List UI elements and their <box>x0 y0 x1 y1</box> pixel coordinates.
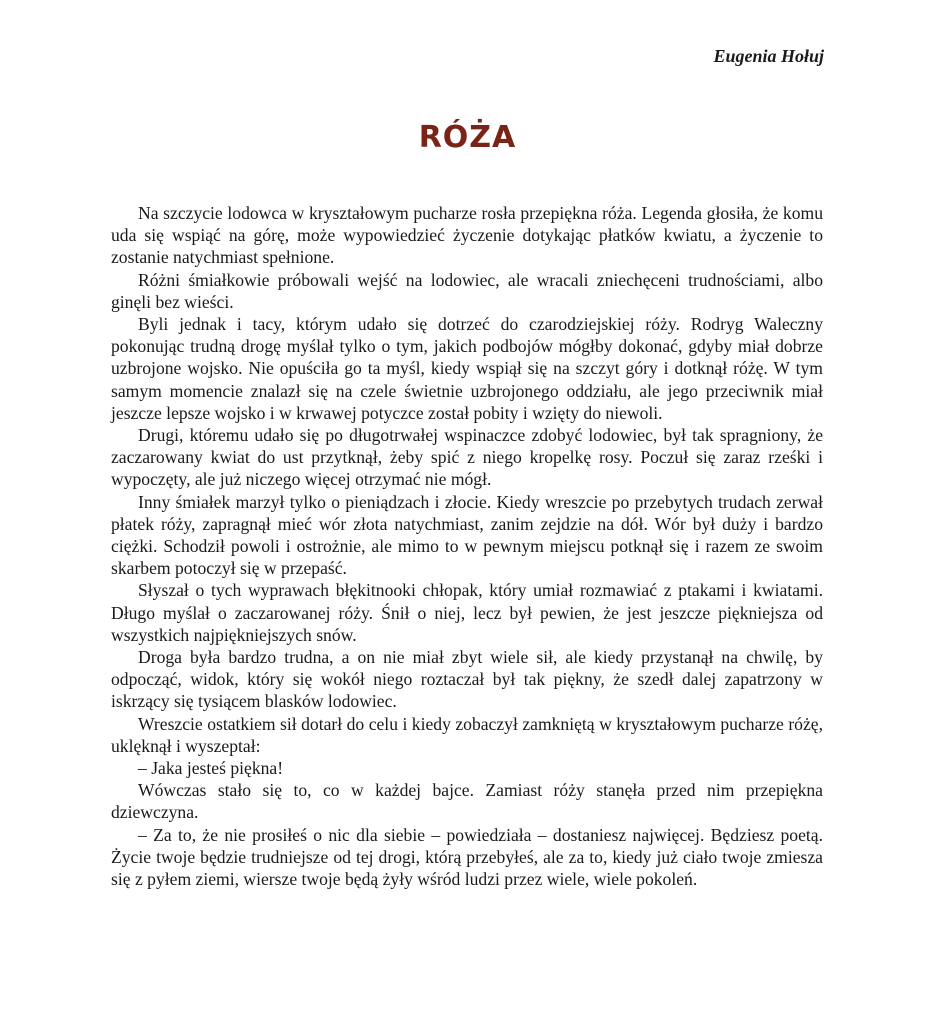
paragraph-9: – Jaka jesteś piękna! <box>138 758 284 779</box>
paragraph-8: Wreszcie ostatkiem sił dotarł do celu i kiedy zobaczył zamkniętą w kryształowym pucharze różę, uklęknął i wyszeptał: <box>111 713 823 756</box>
paragraph-6: Słyszał o tych wyprawach błękitnooki chłopak, który umiał rozmawiać z ptakami i kwiatami. Długo myślał o zaczarowanej róży. Śnił o niej, lecz był pewien, że jest jeszcze piękniejsza od wszystkich najpiękniejszych snów. <box>111 580 823 645</box>
paragraph-5: Inny śmiałek marzył tylko o pieniądzach i złocie. Kiedy wreszcie po przebytych trudach zerwał płatek róży, zapragnął mieć wór złota natychmiast, zanim zejdzie na dół. Wór był duży i bardzo ciężki. Schodził powoli i ostrożnie, ale mimo to w pewnym miejscu potknął się i razem ze swoim skarbem potoczył się w przepaść. <box>111 491 823 579</box>
page-title: RÓŻA <box>418 120 517 155</box>
paragraph-1: Na szczycie lodowca w kryształowym pucharze rosła przepiękna róża. Legenda głosiła, że komu uda się wspiąć na górę, może wypowiedzieć życzenie dotykając płatków kwiatu, a życzenie to zostanie natychmiast spełnione. <box>111 203 823 268</box>
paragraph-11: – Za to, że nie prosiłeś o nic dla siebie – powiedziała – dostaniesz najwięcej. Będziesz poetą. Życie twoje będzie trudniejsze od tej drogi, którą przebyłeś, ale za to, kiedy już ciało twoje zmiesza się z pyłem ziemi, wiersze twoje będą żyły wśród ludzi przez wiele, wiele pokoleń. <box>111 824 823 890</box>
paragraph-2: Różni śmiałkowie próbowali wejść na lodowiec, ale wracali zniechęceni trudnościami, albo ginęli bez wieści. <box>111 269 823 312</box>
author-name: Eugenia Hołuj <box>713 46 824 66</box>
paragraph-10: Wówczas stało się to, co w każdej bajce. Zamiast róży stanęła przed nim przepiękna dziewczyna. <box>111 780 823 823</box>
story-text <box>111 202 823 890</box>
paragraph-4: Drugi, któremu udało się po długotrwałej wspinaczce zdobyć lodowiec, był tak spragniony, że zaczarowany kwiat do ust przytknął, żeby spić z niego kropelkę rosy. Poczuł się zaraz rześki i wypoczęty, ale już niczego więcej otrzymać nie mógł. <box>111 425 823 490</box>
paragraph-3: Byli jednak i tacy, którym udało się dotrzeć do czarodziejskiej róży. Rodryg Waleczny pokonując trudną drogę myślał tylko o tym, jakich podbojów mógłby dokonać, gdyby miał dobrze uzbrojone wojsko. Nie opuściła go ta myśl, kiedy wspiął się na szczyt góry i dotknął różę. W tym samym momencie znalazł się na czele świetnie uzbrojonego oddziału, ale jego przeciwnik miał jeszcze lepsze wojsko i w krwawej potyczce został pobity i wzięty do niewoli. <box>111 314 823 423</box>
paragraph-7: Droga była bardzo trudna, a on nie miał zbyt wiele sił, ale kiedy przystanął na chwilę, by odpocząć, widok, który się wokół niego roztaczał był tak piękny, że szedł dalej zapatrzony w iskrzący się tysiącem blasków lodowiec. <box>111 647 823 712</box>
